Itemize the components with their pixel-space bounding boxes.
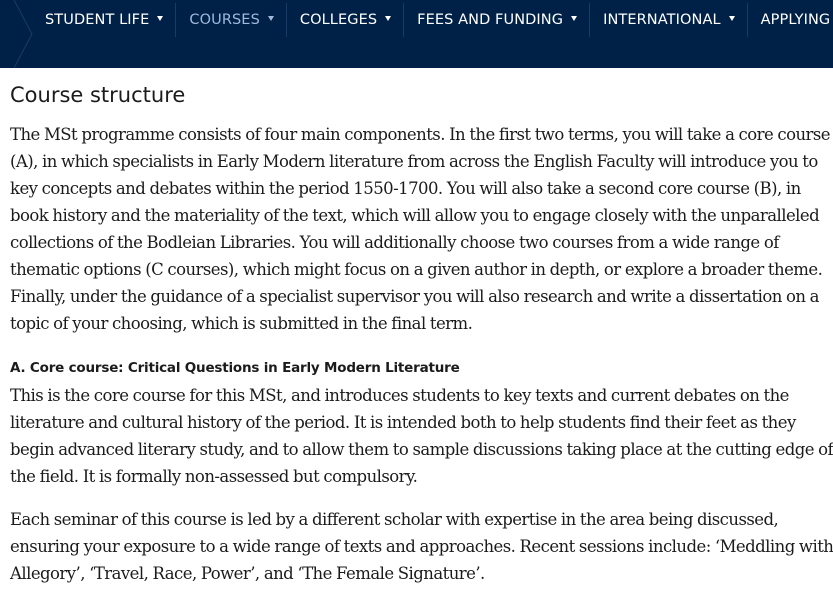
nav-item-label: COLLEGES [299, 12, 378, 28]
nav-item-student-life[interactable] [32, 0, 175, 40]
section-heading-core-course-a: A. Core course: Critical Questions in Early Modern Literature [10, 360, 460, 376]
nav-item-colleges[interactable] [287, 0, 403, 40]
nav-item-label: INTERNATIONAL [603, 12, 721, 28]
top-navigation [0, 0, 833, 68]
main-content [0, 82, 833, 587]
nav-item-label: COURSES [189, 12, 260, 28]
nav-menu [32, 0, 833, 40]
caret-down-icon [729, 16, 735, 21]
nav-item-label: APPLYING [760, 12, 831, 28]
nav-item-label: STUDENT LIFE [45, 12, 150, 28]
nav-item-applying[interactable] [748, 0, 833, 40]
caret-down-icon [571, 16, 577, 21]
core-course-seminars: Each seminar of this course is led by a different scholar with expertise in the area being discussed, ensuring your exposure to a wide range of texts and approaches. Recent sessions include: ‘Meddling with Allegory’, ‘Travel, Race, Power’, and ‘The Female Signature’. [10, 510, 833, 583]
nav-item-label: FEES AND FUNDING [417, 12, 564, 28]
nav-item-fees-and-funding[interactable] [404, 0, 589, 40]
intro-paragraph: The MSt programme consists of four main components. In the first two terms, you will take a core course (A), in which specialists in Early Modern literature from across the English Faculty will introduce you to key concepts and debates within the period 1550-1700. You will also take a second core course (B), in book history and the materiality of the text, which will allow you to engage closely with the unparalleled collections of the Bodleian Libraries. You will additionally choose two courses from a wide range of thematic options (C courses), which might focus on a given author in depth, or explore a broader theme. Finally, under the guidance of a specialist supervisor you will also research and write a dissertation on a topic of your choosing, which is submitted in the final term. [10, 125, 831, 333]
core-course-description: This is the core course for this MSt, and introduces students to key texts and current debates on the literature and cultural history of the period. It is intended both to help students find their feet as they begin advanced literary study, and to allow them to sample discussions taking place at the cutting edge of the field. It is formally non-assessed but compulsory. [10, 386, 833, 486]
caret-down-icon [268, 16, 274, 21]
nav-item-international[interactable] [590, 0, 747, 40]
caret-down-icon [385, 16, 391, 21]
nav-item-courses[interactable] [176, 0, 286, 40]
caret-down-icon [157, 16, 163, 21]
page-title: Course structure [10, 83, 186, 107]
